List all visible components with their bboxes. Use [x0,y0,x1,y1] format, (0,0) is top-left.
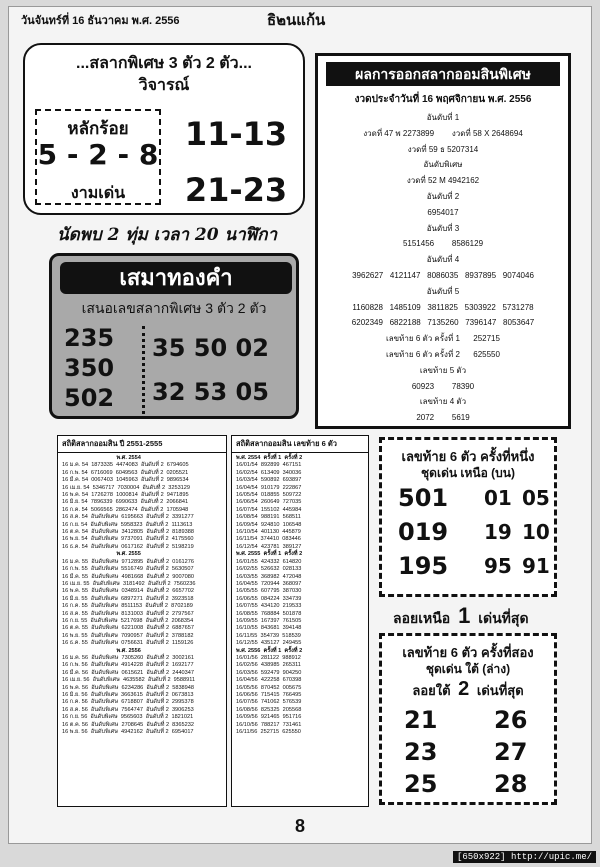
result-line: 6202349 6822188 7135260 7396147 8053647 [351,318,535,328]
table-cell: 16 ก.พ. 54 6716069 6049563 อันดับที่ 2 0205521 [62,469,189,476]
table-cell: 16/02/55 526632 028133 [236,566,302,573]
table-cell: 16 ต.ค. 55 อันดับพิเศษ 6221008 อันดับที่ 2 6887657 [62,625,194,632]
table-cell: 16 ก.ค. 54 5066565 2862474 อันดับที่ 2 1705948 [62,506,189,513]
tail6-two-a: 19 [484,520,512,544]
table-cell: 16/10/55 843681 394148 [236,625,302,632]
magazine-logo: ธิ๒นแก้น [267,11,326,29]
table-cell: 16 ต.ค. 56 อันดับพิเศษ 2708645 อันดับที่ 2 8365232 [62,721,194,728]
table-row [60,514,197,521]
tail6-first-row-2 [398,518,548,546]
tail6-two-a: 95 [484,554,512,578]
table-row [234,618,304,625]
table-cell: 16 พ.ค. 54 1726278 1000814 อันดับที่ 2 9471895 [62,492,189,499]
table-row [60,640,197,647]
tail6-first-lead [393,603,563,630]
stats-left-body [58,453,226,738]
tail6-first-subtitle: ชุดเด่น เหนือ (บน) [421,466,515,480]
table-row [60,662,197,669]
table-cell: 16 ม.ค. 56 อันดับพิเศษ 7305260 อันดับที่ 2 3002161 [62,654,194,661]
table-cell: 16/03/54 590892 693897 [236,477,302,484]
table-row [234,677,304,684]
table-cell: 16 มิ.ย. 55 อันดับพิเศษ 6897271 อันดับที่ 2 3923518 [62,595,194,602]
tail6-second-lead [382,678,554,701]
table-row [60,603,197,610]
table-cell: 16/11/55 354739 518539 [236,632,301,639]
table-row [60,699,197,706]
table-row [60,536,197,543]
table-cell: 16 ม.ค. 54 1873335 4474083 อันดับที่ 2 6794605 [62,462,189,469]
result-line: เลขท้าย 6 ตัว ครั้งที่ 1 252715 [386,334,500,344]
result-line: อันดับที่ 5 [426,286,460,296]
table-cell: 16/02/56 438985 265311 [236,662,301,669]
table-row [234,566,304,573]
stats-table [60,455,197,736]
table-row [60,685,197,692]
table-cell: 16 เม.ย. 56 อันดับพิเศษ 4635582 อันดับที่ 2 9588911 [62,677,196,684]
table-row [234,729,304,736]
table-cell: 16/01/55 424332 614820 [236,558,302,565]
table-cell: 16/01/56 281122 988912 [236,654,301,661]
table-row [234,648,304,655]
table-row [60,677,197,684]
stats-left [57,435,227,807]
table-cell: 16/09/55 167397 761505 [236,617,302,624]
stats-table [234,455,304,736]
table-row [60,625,197,632]
table-row [234,536,304,543]
table-cell: 16/09/56 921465 951716 [236,714,302,721]
sema-box [49,253,299,419]
table-cell: 16/10/54 401130 445879 [236,529,301,536]
magazine-page [8,6,592,844]
table-row [234,692,304,699]
lead-label: ลอยใต้ [412,683,451,698]
table-row [60,574,197,581]
sema-three-3: 502 [64,384,115,412]
table-cell: 16/05/54 018855 509722 [236,492,302,499]
result-line: งวดที่ 47 พ 2273899 งวดที่ 58 X 2648694 [363,128,523,138]
table-cell: 16 ก.ย. 54 อันดับพิเศษ 5958323 อันดับที่ 2 1113613 [62,521,193,528]
table-cell: 16/08/56 825325 205568 [236,706,302,713]
table-cell: 16/08/54 988191 568511 [236,514,301,521]
result-line: 6954017 [427,207,459,217]
pair-row-1 [404,706,544,734]
tail6-first-row-3 [398,552,548,580]
tail6-first-title: เลขท้าย 6 ตัว ครั้งที่หนึ่ง [401,449,535,464]
table-row [60,648,197,655]
table-cell: 16 ธ.ค. 55 อันดับพิเศษ 0756631 อันดับที่ 2 1159126 [62,640,194,647]
results-date: งวดประจำวันที่ 16 พฤศจิกายน พ.ศ. 2556 [354,94,532,105]
table-cell: 16 ม.ค. 55 อันดับพิเศษ 9712895 อันดับที่ 2 0161276 [62,558,194,565]
sema-subtitle: เสนอเลขสลากพิเศษ 3 ตัว 2 ตัว [81,300,267,316]
pair-row-3 [404,770,544,798]
tail6-first-row-1 [398,484,548,512]
table-row [234,507,304,514]
table-cell: 16 พ.ย. 54 อันดับพิเศษ 9737091 อันดับที่ 2 4175560 [62,536,194,543]
pair-right: 26 [494,706,528,734]
table-row [60,499,197,506]
table-cell: 16 ก.ย. 55 อันดับพิเศษ 5217698 อันดับที่ 2 2068354 [62,617,194,624]
table-row [234,492,304,499]
table-row [60,611,197,618]
table-cell: พ.ศ. 2556 [116,647,141,654]
stats-mid-body [232,453,368,738]
table-row [60,588,197,595]
star-label: งามเด่น [70,185,126,202]
table-cell: 16 มี.ค. 55 อันดับพิเศษ 4981668 อันดับที่ 2 9007080 [62,573,194,580]
table-cell: 16 พ.ค. 56 อันดับพิเศษ 6234286 อันดับที่ 2 5838948 [62,684,194,691]
table-row [60,477,197,484]
table-cell: 16 พ.ค. 55 อันดับพิเศษ 0348914 อันดับที่ 2 6657702 [62,588,194,595]
result-line: งวดที่ 52 M 4942162 [406,176,480,186]
hundreds-label: หลักร้อย [67,119,129,138]
pair-left: 23 [404,738,438,766]
pair-left: 21 [404,706,438,734]
table-cell: 16 พ.ย. 56 อันดับพิเศษ 4942162 อันดับที่ 2 6954017 [62,729,194,736]
table-cell: 16/10/56 788217 731461 [236,721,302,728]
pair-right: 27 [494,738,528,766]
hundreds-digits: 5 - 2 - 8 [37,138,159,171]
table-cell: 16 ส.ค. 56 อันดับพิเศษ 7564747 อันดับที่ 2 3906253 [62,706,194,713]
tail6-two-a: 01 [484,486,512,510]
tail6-second-title: เลขท้าย 6 ตัว ครั้งที่สอง [402,645,534,660]
table-row [234,470,304,477]
table-cell: 16/03/55 368982 472048 [236,573,302,580]
table-cell: 16/11/54 374410 083446 [236,536,301,543]
table-cell: 16/11/56 252715 625550 [236,729,301,736]
results-title: ผลการออกสลากออมสินพิเศษ [326,62,560,86]
table-row [234,662,304,669]
pair-left: 25 [404,770,438,798]
table-row [234,611,304,618]
table-cell: 16/04/54 910179 222867 [236,484,302,491]
table-cell: 16 ก.พ. 56 อันดับพิเศษ 4914228 อันดับที่ 2 1692177 [62,662,194,669]
table-row [234,477,304,484]
table-row [234,574,304,581]
table-row [234,714,304,721]
result-line: 5151456 8586129 [402,239,484,249]
table-cell: 16/05/55 607795 387030 [236,588,302,595]
table-cell: พ.ศ. 2556 ครั้งที่ 1 ครั้งที่ 2 [236,647,303,654]
table-cell: 16/06/56 715415 766495 [236,692,302,698]
table-row [234,655,304,662]
lead-tail: เด่นที่สุด [478,610,529,626]
table-row [234,707,304,714]
table-row [234,529,304,536]
issue-date: วันจันทร์ที่ 16 ธันวาคม พ.ศ. 2556 [21,15,180,27]
stats-mid-title: สถิติสลากออมสิน เลขท้าย 6 ตัว [232,436,368,453]
tail6-second-box [379,633,557,805]
table-cell: 16 มิ.ย. 56 อันดับพิเศษ 3663615 อันดับที่ 2 0673813 [62,692,194,698]
sema-title: เสมาทองคำ [60,262,292,294]
table-cell: 16/03/56 592479 904250 [236,669,302,676]
table-cell: 16/04/56 422258 670398 [236,677,302,684]
stats-left-title: สถิติสลากออมสิน ปี 2551-2555 [58,436,226,453]
table-row [234,685,304,692]
table-cell: 16 ก.ย. 56 อันดับพิเศษ 9565603 อันดับที่ 2 1821021 [62,714,194,721]
result-line: อันดับที่ 2 [426,191,460,201]
table-row [60,714,197,721]
special-three-two-box [23,43,305,215]
table-row [234,633,304,640]
tail6-three: 501 [398,484,449,512]
results-panel [315,53,571,429]
hundreds-box [35,109,161,205]
table-cell: พ.ศ. 2555 ครั้งที่ 1 ครั้งที่ 2 [236,551,303,558]
table-cell: พ.ศ. 2554 [116,455,141,461]
table-cell: 16 ส.ค. 55 อันดับพิเศษ 8131003 อันดับที่ 2 2797567 [62,610,194,617]
table-cell: 16/12/54 423781 389127 [236,543,302,550]
sema-three-2: 350 [64,354,115,382]
tail6-three: 019 [398,518,449,546]
appointment-text: นัดพบ 2 ทุ่ม เวลา 20 นาฬิกา [57,225,278,245]
table-row [60,551,197,558]
table-cell: 16/07/55 434120 219533 [236,603,302,610]
table-row [234,551,304,558]
table-row [234,625,304,632]
pair-row-2 [404,738,544,766]
sema-divider [142,326,145,414]
table-cell: 16/02/54 613409 340036 [236,469,302,476]
table-cell: 16 ธ.ค. 54 อันดับพิเศษ 0617162 อันดับที่ 2 5198219 [62,543,194,550]
table-row [60,485,197,492]
tail6-first-box [379,437,557,597]
table-row [234,485,304,492]
table-row [234,455,304,462]
special-subtitle: วิจารณ์ [138,77,190,94]
table-cell: 16/07/54 155102 445984 [236,506,302,513]
stats-mid [231,435,369,807]
table-row [234,699,304,706]
tail6-two-b: 91 [522,554,550,578]
table-row [234,596,304,603]
tail6-two-b: 05 [522,486,550,510]
pair-one: 11-13 [184,115,288,153]
lead-number: 2 [458,678,470,700]
result-line: งวดที่ 59 ธ 5207314 [407,144,479,154]
table-cell: 16 เม.ย. 54 5346717 7030004 อันดับที่ 2 3253129 [62,484,191,491]
table-row [60,559,197,566]
table-cell: 16 ก.ค. 55 อันดับพิเศษ 8511153 อันดับที่ 2 8702189 [62,603,193,610]
table-cell: 16 มิ.ย. 54 7896339 6990633 อันดับที่ 2 2066841 [62,499,189,506]
result-line: เลขท้าย 6 ตัว ครั้งที่ 2 625550 [386,349,500,359]
table-cell: 16/05/56 870452 005675 [236,684,302,691]
result-line: อันดับที่ 3 [426,223,460,233]
table-row [60,596,197,603]
result-line: เลขท้าย 5 ตัว [419,365,467,375]
special-title: ...สลากพิเศษ 3 ตัว 2 ตัว... [76,55,252,72]
lead-number: 1 [458,603,471,628]
table-row [234,670,304,677]
sema-three-1: 235 [64,324,115,352]
lead-tail: เด่นที่สุด [476,683,524,698]
table-cell: 16 มี.ค. 56 อันดับพิเศษ 0615621 อันดับที่ 2 2440347 [62,669,194,676]
table-cell: 16 ก.พ. 55 อันดับพิเศษ 5516749 อันดับที่ 2 5630507 [62,566,194,573]
result-line: อันดับที่ 4 [426,255,460,265]
sema-two-row-2: 32 53 05 [152,378,269,406]
result-line: อันดับที่ 1 [426,113,460,122]
table-row [234,462,304,469]
pair-right: 28 [494,770,528,798]
sema-two-row-1: 35 50 02 [152,334,269,362]
table-row [60,722,197,729]
lead-label: ลอยเหนือ [393,610,451,626]
table-row [234,722,304,729]
table-row [234,581,304,588]
table-cell: 16/06/54 260649 727035 [236,499,302,506]
table-row [234,514,304,521]
table-cell: พ.ศ. 2555 [116,551,141,558]
table-cell: 16/09/54 924810 106548 [236,521,302,528]
result-line: 60923 78390 [411,381,475,391]
result-line: 1160828 1485109 3811825 5303922 5731278 [352,302,534,312]
table-cell: 16/04/55 720944 368097 [236,580,302,587]
table-cell: 16 มี.ค. 54 0067403 1045963 อันดับที่ 2 9896534 [62,477,189,484]
table-row [234,559,304,566]
table-row [60,729,197,736]
tail6-three: 195 [398,552,449,580]
pair-two: 21-23 [184,171,288,209]
table-cell: 16 ก.ค. 56 อันดับพิเศษ 6718807 อันดับที่ 2 2995378 [62,699,194,706]
table-cell: 16 ส.ค. 54 อันดับพิเศษ 6195663 อันดับที่ 2 3391277 [62,514,194,521]
table-row [234,603,304,610]
table-cell: 16 เม.ย. 55 อันดับพิเศษ 3181492 อันดับที่ 2 7560236 [62,580,196,587]
tail6-two-b: 10 [522,520,550,544]
page-number: 8 [294,816,305,836]
table-cell: 16 พ.ย. 55 อันดับพิเศษ 7090957 อันดับที่ 2 3788182 [62,632,194,639]
tail6-second-subtitle: ชุดเด่น ใต้ (ล่าง) [425,662,511,676]
table-cell: 16/08/55 768884 501878 [236,610,302,617]
table-cell: 16/12/55 435127 249455 [236,640,302,647]
table-row [60,462,197,469]
table-cell: 16/07/56 741062 576539 [236,699,302,706]
table-cell: พ.ศ. 2554 ครั้งที่ 1 ครั้งที่ 2 [236,455,303,461]
result-line: 2072 5619 [416,413,470,423]
watermark-badge: [650x922] http://upic.me/ [453,851,596,863]
result-line: 3962627 4121147 8086035 8937895 9074046 [352,270,534,280]
table-row [234,640,304,647]
table-cell: 16/01/54 892899 467151 [236,462,302,469]
table-row [60,522,197,529]
results-lines [318,110,568,426]
result-line: อันดับพิเศษ [423,160,463,170]
table-row [234,588,304,595]
table-row [234,499,304,506]
table-row [234,522,304,529]
result-line: เลขท้าย 4 ตัว [419,397,467,407]
table-cell: 16 ต.ค. 54 อันดับพิเศษ 3412805 อันดับที่ 2 8189388 [62,529,194,536]
table-cell: 16/06/55 084224 334739 [236,595,302,602]
table-row [60,566,197,573]
